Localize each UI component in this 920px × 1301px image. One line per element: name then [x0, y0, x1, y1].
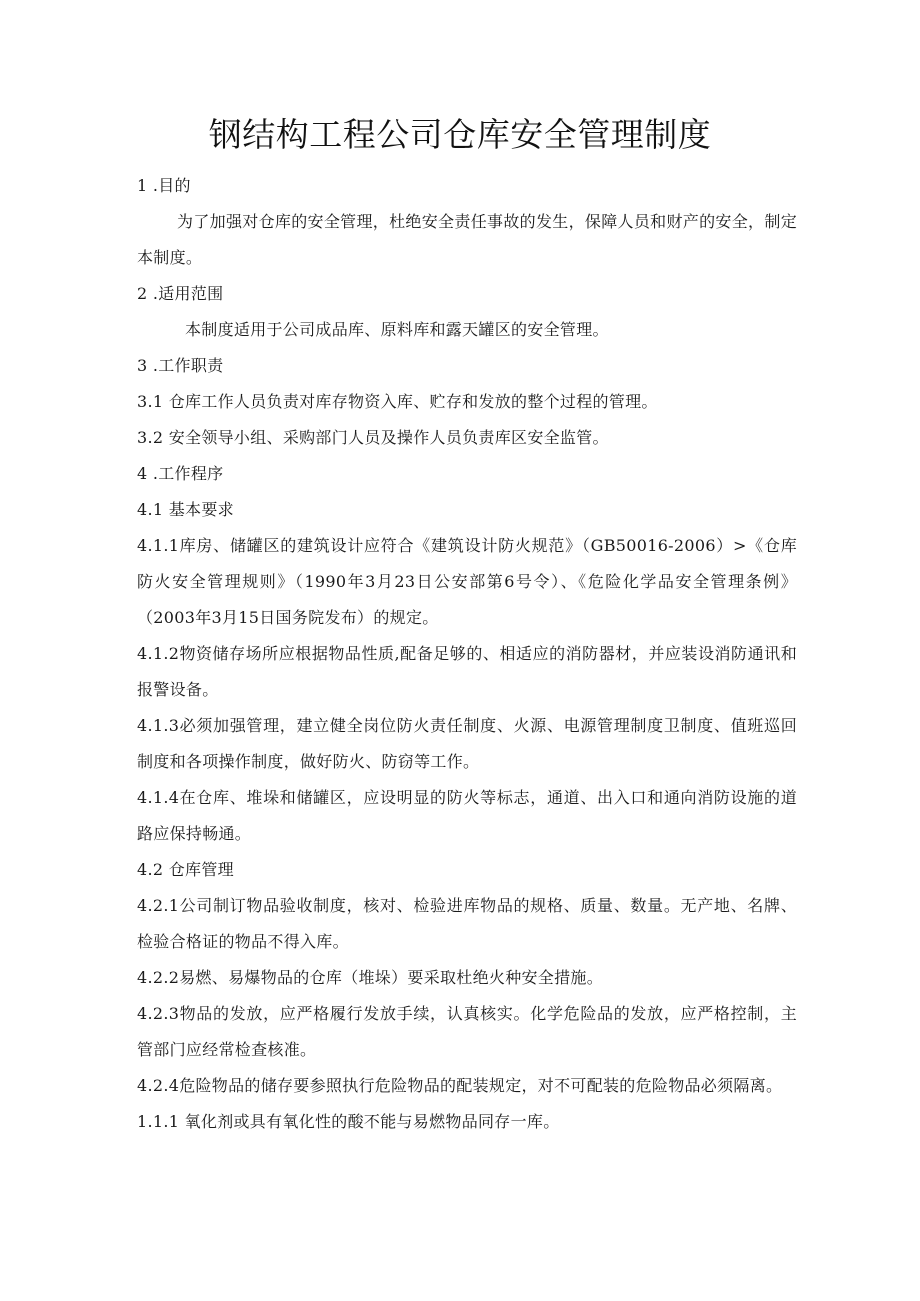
clause-4-1-2: 4.1.2物资储存场所应根据物品性质,配备足够的、相适应的消防器材，并应装设消防通讯和报警设备。: [137, 644, 797, 699]
clause-4-2-2: 4.2.2易燃、易爆物品的仓库（堆垛）要采取杜绝火种安全措施。: [137, 968, 604, 987]
clause-4-1: 4.1 基本要求: [137, 500, 234, 519]
section-heading-procedures: 4 .工作程序: [137, 464, 224, 483]
clause-4-2: 4.2 仓库管理: [137, 860, 234, 879]
clause-4-2-3: 4.2.3物品的发放，应严格履行发放手续，认真核实。化学危险品的发放，应严格控制，主管部门应经常检查核准。: [137, 1004, 797, 1059]
document-body: [137, 168, 797, 1140]
paragraph-scope: 本制度适用于公司成品库、原料库和露天罐区的安全管理。: [185, 320, 609, 339]
paragraph-purpose: 为了加强对仓库的安全管理，杜绝安全责任事故的发生，保障人员和财产的安全，制定本制度。: [137, 212, 797, 267]
clause-3-2: 3.2 安全领导小组、采购部门人员及操作人员负责库区安全监管。: [137, 428, 609, 447]
clause-4-2-1: 4.2.1公司制订物品验收制度，核对、检验进库物品的规格、质量、数量。无产地、名牌、检验合格证的物品不得入库。: [137, 896, 797, 951]
clause-3-1: 3.1 仓库工作人员负责对库存物资入库、贮存和发放的整个过程的管理。: [137, 392, 658, 411]
clause-4-1-3: 4.1.3必须加强管理，建立健全岗位防火责任制度、火源、电源管理制度卫制度、值班巡回制度和各项操作制度，做好防火、防窃等工作。: [137, 716, 797, 771]
clause-4-1-4: 4.1.4在仓库、堆垛和储罐区，应设明显的防火等标志，通道、出入口和通向消防设施的道路应保持畅通。: [137, 788, 797, 843]
document-title: 钢结构工程公司仓库安全管理制度: [208, 115, 712, 154]
clause-1-1-1: 1.1.1 氧化剂或具有氧化性的酸不能与易燃物品同存一库。: [137, 1112, 560, 1131]
section-heading-purpose: 1 .目的: [137, 176, 191, 195]
clause-4-2-4: 4.2.4危险物品的储存要参照执行危险物品的配装规定，对不可配装的危险物品必须隔离。: [137, 1076, 783, 1095]
section-heading-duties: 3 .工作职责: [137, 356, 224, 375]
section-heading-scope: 2 .适用范围: [137, 284, 224, 303]
clause-4-1-1: 4.1.1库房、储罐区的建筑设计应符合《建筑设计防火规范》（GB50016-2006）>《仓库防火安全管理规则》（1990年3月23日公安部第6号令）、《危险化学品安全管理条例》（2003年3月15日国务院发布）的规定。: [137, 536, 797, 627]
